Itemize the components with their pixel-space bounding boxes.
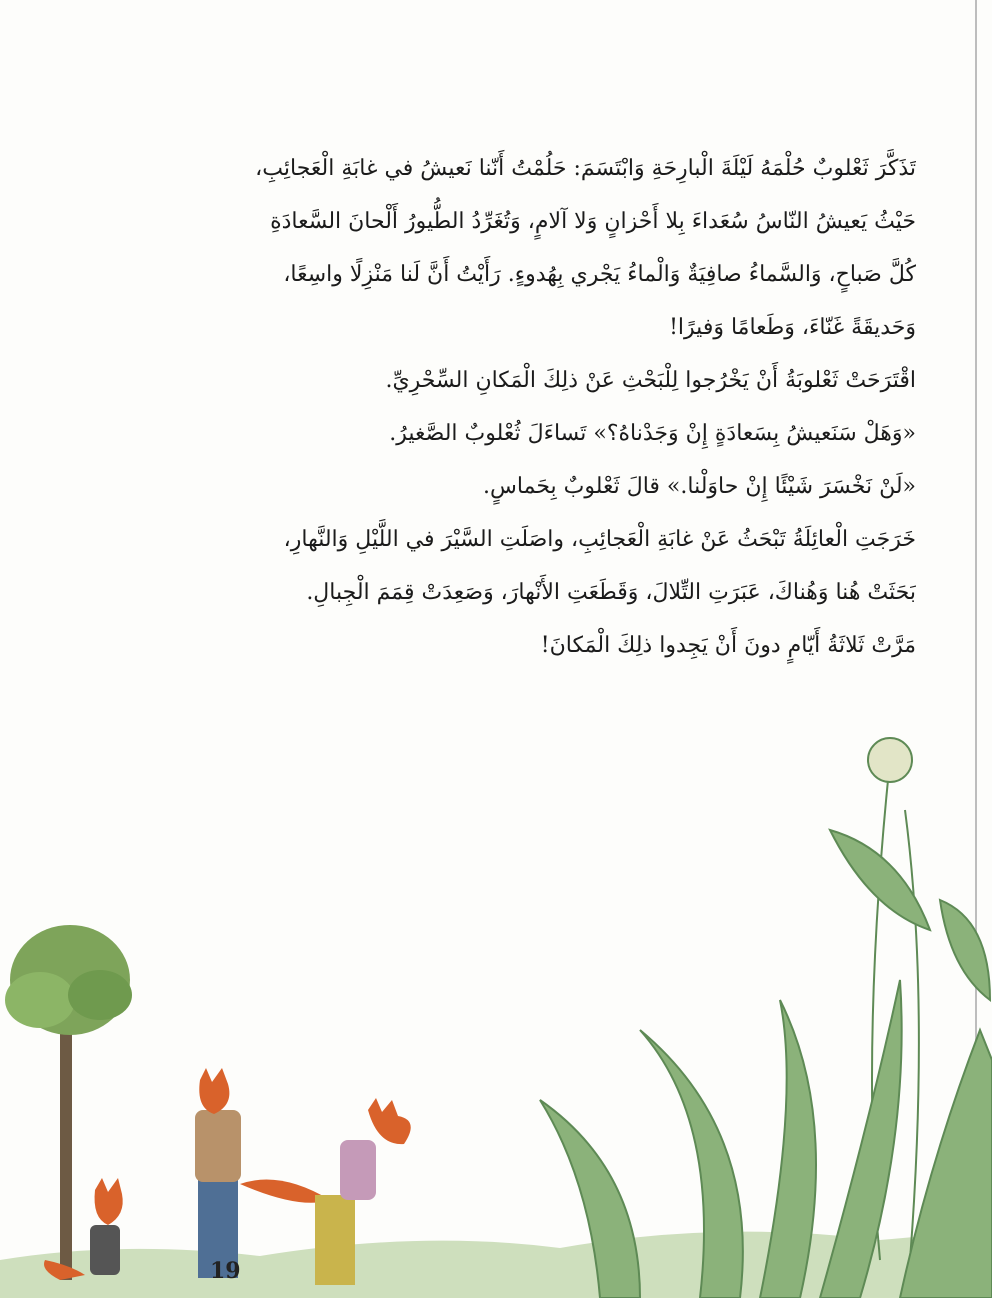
father-fox-illustration <box>195 1068 241 1278</box>
story-line-6: «وَهَلْ سَنَعيشُ بِسَعادَةٍ إِنْ وَجَدْناهُ؟» تَساءَلَ ثُعْلوبٌ الصَّغيرُ. <box>389 421 916 446</box>
story-line-8: خَرَجَتِ الْعائِلَةُ تَبْحَثُ عَنْ غابَةِ الْعَجائِبِ، واصَلَتِ السَّيْرَ في اللَّيْلِ وَالنَّهارِ، <box>283 527 916 552</box>
story-line-10: مَرَّتْ ثَلاثَةُ أَيّامٍ دونَ أَنْ يَجِدوا ذلِكَ الْمَكانَ! <box>540 633 916 658</box>
story-line-1: تَذَكَّرَ ثَعْلوبٌ حُلْمَهُ لَيْلَةَ الْبارِحَةِ وَابْتَسَمَ: حَلُمْتُ أَنّنا نَعيشُ في غابَةِ الْعَجائِبِ، <box>255 156 916 181</box>
story-line-3: كُلَّ صَباحٍ، وَالسَّماءُ صافِيَةٌ وَالْماءُ يَجْري بِهُدوءٍ. رَأَيْتُ أَنَّ لَنا مَنْزِلًا واسِعًا، <box>283 262 916 287</box>
forest-illustration <box>0 700 992 1298</box>
story-line-4: وَحَديقَةً غَنّاءَ، وَطَعامًا وَفيرًا! <box>669 315 916 340</box>
plants-illustration <box>540 738 992 1298</box>
story-line-5: اقْتَرَحَتْ ثَعْلوبَةُ أَنْ يَخْرُجوا لِلْبَحْثِ عَنْ ذلِكَ الْمَكانِ السِّحْرِيِّ. <box>385 368 916 393</box>
story-line-9: بَحَثَتْ هُنا وَهُناكَ، عَبَرَتِ التِّلالَ، وَقَطَعَتِ الأَنْهارَ، وَصَعِدَتْ قِمَمَ الْجِبالِ. <box>306 580 916 605</box>
story-text <box>200 142 916 672</box>
story-line-2: حَيْثُ يَعيشُ النّاسُ سُعَداءَ بِلا أَحْزانٍ وَلا آلامٍ، وَتُغَرِّدُ الطُّيورُ أَلْحانَ السَّعادَةِ <box>270 209 916 234</box>
page-number: 19 <box>210 1258 241 1284</box>
story-line-7: «لَنْ نَخْسَرَ شَيْئًا إِنْ حاوَلْنا.» قالَ ثَعْلوبٌ بِحَماسٍ. <box>483 474 916 499</box>
